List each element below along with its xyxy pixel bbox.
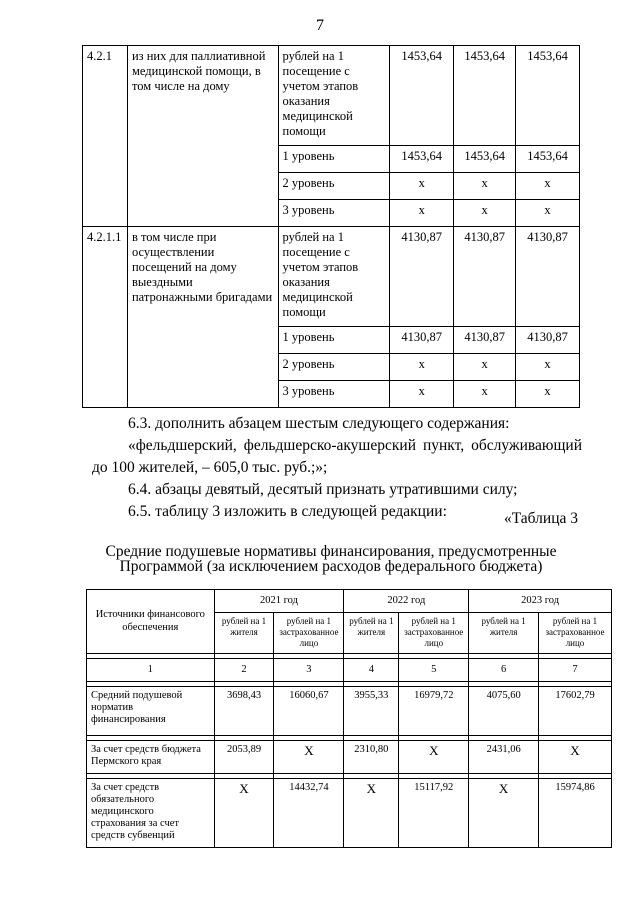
paragraph-6-4: 6.4. абзацы девятый, десятый признать утратившими силу; <box>128 481 518 498</box>
row-name: из них для паллиативной медицинской помощи, в том числе на дому <box>127 46 278 227</box>
value-cell: х <box>516 381 580 408</box>
value-cell: х <box>454 354 516 381</box>
value-cell: 16979,72 <box>399 687 469 736</box>
row-unit: рублей на 1 посещение с учетом этапов оказания медицинской помощи <box>278 46 390 146</box>
source-header: Источники финансового обеспечения <box>87 590 215 654</box>
row-unit: рублей на 1 посещение с учетом этапов оказания медицинской помощи <box>278 227 390 327</box>
column-number: 3 <box>274 659 344 682</box>
value-cell: 3955,33 <box>344 687 399 736</box>
value-cell: 4130,87 <box>390 327 454 354</box>
value-cell: 16060,67 <box>274 687 344 736</box>
table-row <box>87 741 612 774</box>
column-number: 4 <box>344 659 399 682</box>
subheader: рублей на 1 застрахованное лицо <box>274 613 344 654</box>
column-number: 1 <box>87 659 215 682</box>
value-cell: 1453,64 <box>516 146 580 173</box>
value-cell: х <box>516 200 580 227</box>
value-cell: х <box>390 173 454 200</box>
value-cell: 4130,87 <box>516 227 580 327</box>
page-number: 7 <box>316 17 324 34</box>
row-unit: 1 уровень <box>278 146 390 173</box>
table-financing-norms-continued <box>82 45 580 408</box>
subheader: рублей на 1 жителя <box>344 613 399 654</box>
row-code: 4.2.1.1 <box>83 227 128 408</box>
value-cell: х <box>454 381 516 408</box>
value-cell: 1453,64 <box>390 46 454 146</box>
subheader: рублей на 1 жителя <box>469 613 539 654</box>
paragraph-6-5: 6.5. таблицу 3 изложить в следующей редакции: <box>128 503 447 520</box>
value-cell: 4130,87 <box>454 327 516 354</box>
value-cell: Х <box>274 741 344 774</box>
value-cell: Х <box>469 779 539 848</box>
value-cell: 15117,92 <box>399 779 469 848</box>
value-cell: Х <box>539 741 612 774</box>
table-row <box>83 227 580 327</box>
row-label: За счет средств бюджета Пермского края <box>87 741 215 774</box>
row-unit: 3 уровень <box>278 381 390 408</box>
year-header: 2023 год <box>469 590 612 613</box>
value-cell: 2053,89 <box>214 741 274 774</box>
header-row <box>87 590 612 613</box>
row-label: За счет средств обязательного медицинского страхования за счет средств субвенций <box>87 779 215 848</box>
row-unit: 2 уровень <box>278 173 390 200</box>
value-cell: 1453,64 <box>390 146 454 173</box>
value-cell: х <box>390 381 454 408</box>
subheader: рублей на 1 застрахованное лицо <box>399 613 469 654</box>
value-cell: 4130,87 <box>516 327 580 354</box>
row-code: 4.2.1 <box>83 46 128 227</box>
value-cell: 2431,06 <box>469 741 539 774</box>
value-cell: Х <box>214 779 274 848</box>
value-cell: 4130,87 <box>390 227 454 327</box>
row-unit: 3 уровень <box>278 200 390 227</box>
column-number-row <box>87 659 612 682</box>
value-cell: 1453,64 <box>454 146 516 173</box>
value-cell: 4130,87 <box>454 227 516 327</box>
year-header: 2021 год <box>214 590 344 613</box>
value-cell: х <box>454 173 516 200</box>
value-cell: х <box>390 354 454 381</box>
value-cell: 1453,64 <box>516 46 580 146</box>
title-line: Средние подушевые нормативы финансирования, предусмотренные <box>105 543 557 560</box>
column-number: 7 <box>539 659 612 682</box>
column-number: 2 <box>214 659 274 682</box>
value-cell: 14432,74 <box>274 779 344 848</box>
value-cell: х <box>454 200 516 227</box>
value-cell: 1453,64 <box>454 46 516 146</box>
row-unit: 1 уровень <box>278 327 390 354</box>
title-line: Программой (за исключением расходов федерального бюджета) <box>119 558 543 575</box>
value-cell: х <box>516 173 580 200</box>
year-header: 2022 год <box>344 590 469 613</box>
value-cell: 3698,43 <box>214 687 274 736</box>
paragraph-quote-line2: до 100 жителей, – 605,0 тыс. руб.;»; <box>92 459 328 476</box>
value-cell: Х <box>399 741 469 774</box>
table-title <box>82 544 580 574</box>
subheader: рублей на 1 жителя <box>214 613 274 654</box>
value-cell: 2310,80 <box>344 741 399 774</box>
row-name: в том числе при осуществлении посещений на дому выездными патронажными бригадами <box>127 227 278 408</box>
table-row <box>83 46 580 146</box>
value-cell: х <box>390 200 454 227</box>
value-cell: 17602,79 <box>539 687 612 736</box>
value-cell: Х <box>344 779 399 848</box>
value-cell: х <box>516 354 580 381</box>
row-unit: 2 уровень <box>278 354 390 381</box>
table-row <box>87 687 612 736</box>
paragraph-quote-line1: «фельдшерский, фельдшерско-акушерский пункт, обслуживающий <box>128 437 582 454</box>
row-label: Средний подушевой норматив финансирования <box>87 687 215 736</box>
table-3-per-capita-norms <box>86 589 612 848</box>
column-number: 5 <box>399 659 469 682</box>
paragraph-6-3: 6.3. дополнить абзацем шестым следующего содержания: <box>128 415 510 432</box>
value-cell: 4075,60 <box>469 687 539 736</box>
table-row <box>87 779 612 848</box>
subheader: рублей на 1 застрахованное лицо <box>539 613 612 654</box>
value-cell: 15974,86 <box>539 779 612 848</box>
table-caption: «Таблица 3 <box>503 510 578 527</box>
column-number: 6 <box>469 659 539 682</box>
